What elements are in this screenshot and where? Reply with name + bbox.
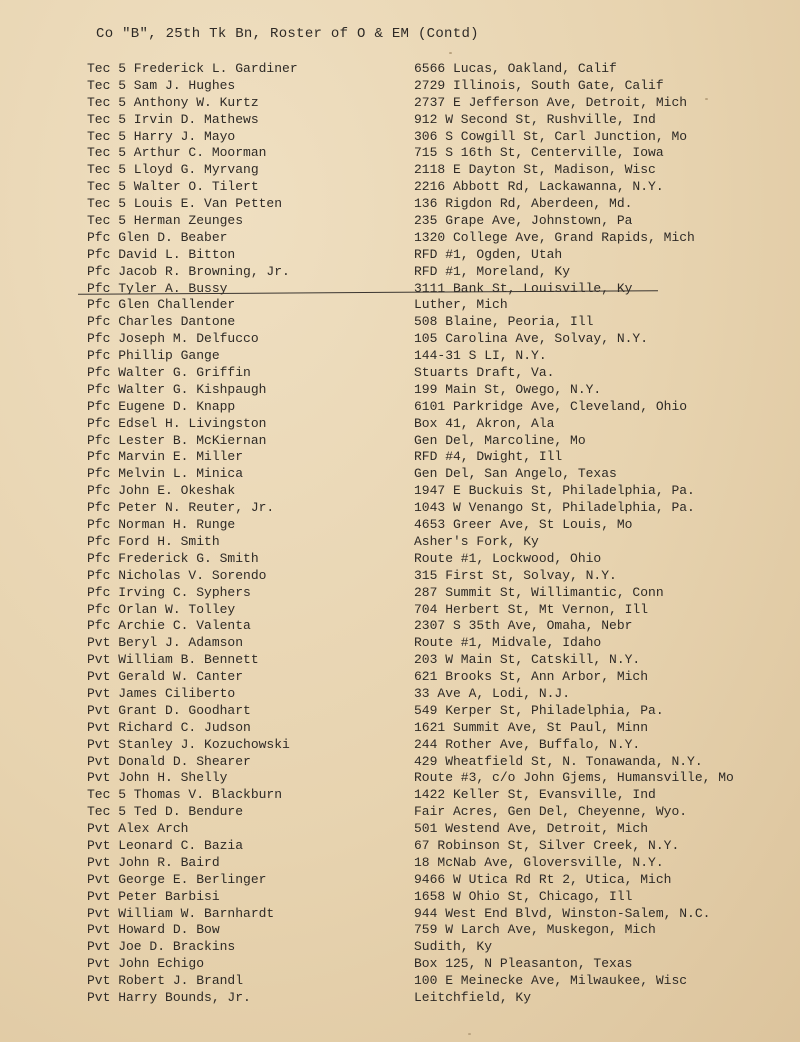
member-name: Pvt John Echigo <box>87 956 205 972</box>
roster-row <box>0 990 800 1007</box>
member-name: Pfc Peter N. Reuter, Jr. <box>87 500 275 516</box>
member-name: Pfc Lester B. McKiernan <box>87 432 267 448</box>
roster-row <box>0 889 800 906</box>
roster-row <box>0 939 800 956</box>
member-name: Pvt Joe D. Brackins <box>87 939 236 955</box>
member-name: Tec 5 Irvin D. Mathews <box>87 111 259 127</box>
roster-row <box>0 906 800 923</box>
member-name: Pfc Jacob R. Browning, Jr. <box>87 263 290 279</box>
roster-row <box>0 483 800 500</box>
member-address: 67 Robinson St, Silver Creek, N.Y. <box>414 837 680 853</box>
roster-row <box>0 281 800 298</box>
roster-row <box>0 534 800 551</box>
roster-row <box>0 855 800 872</box>
page-title: Co "B", 25th Tk Bn, Roster of O & EM (Contd) <box>96 26 479 42</box>
roster-row <box>0 466 800 483</box>
member-address: 1422 Keller St, Evansville, Ind <box>414 787 656 803</box>
roster-row <box>0 838 800 855</box>
member-name: Pfc Norman H. Runge <box>87 517 236 533</box>
member-address: 912 W Second St, Rushville, Ind <box>414 111 656 127</box>
member-address: 100 E Meinecke Ave, Milwaukee, Wisc <box>414 973 688 989</box>
roster-row <box>0 872 800 889</box>
member-name: Pfc Frederick G. Smith <box>87 550 259 566</box>
member-address: Fair Acres, Gen Del, Cheyenne, Wyo. <box>414 804 688 820</box>
member-address: Route #3, c/o John Gjems, Humansville, Mo <box>414 770 734 786</box>
roster-row <box>0 568 800 585</box>
member-name: Pvt John R. Baird <box>87 854 220 870</box>
member-address: Asher's Fork, Ky <box>414 533 539 549</box>
member-name: Pfc Tyler A. Bussy <box>87 280 228 296</box>
member-name: Pvt Gerald W. Canter <box>87 669 244 685</box>
member-name: Pfc Orlan W. Tolley <box>87 601 236 617</box>
member-name: Pvt William W. Barnhardt <box>87 905 275 921</box>
roster-row <box>0 365 800 382</box>
member-address: 315 First St, Solvay, N.Y. <box>414 567 617 583</box>
member-name: Pfc John E. Okeshak <box>87 483 236 499</box>
member-address: 715 S 16th St, Centerville, Iowa <box>414 145 664 161</box>
roster-row <box>0 331 800 348</box>
member-address: 6566 Lucas, Oakland, Calif <box>414 61 617 76</box>
member-address: 199 Main St, Owego, N.Y. <box>414 381 602 397</box>
member-name: Tec 5 Sam J. Hughes <box>87 77 236 93</box>
roster-row <box>0 551 800 568</box>
member-name: Pvt Robert J. Brandl <box>87 973 244 989</box>
member-name: Pvt Richard C. Judson <box>87 719 251 735</box>
member-address: 1621 Summit Ave, St Paul, Minn <box>414 719 649 735</box>
roster-row <box>0 973 800 990</box>
roster-row <box>0 399 800 416</box>
member-address: 944 West End Blvd, Winston-Salem, N.C. <box>414 905 711 921</box>
member-name: Pfc Phillip Gange <box>87 348 220 364</box>
roster-row <box>0 264 800 281</box>
roster-row <box>0 754 800 771</box>
roster-row <box>0 720 800 737</box>
member-address: 2737 E Jefferson Ave, Detroit, Mich <box>414 94 688 110</box>
member-name: Pfc Walter G. Kishpaugh <box>87 381 267 397</box>
member-name: Tec 5 Lloyd G. Myrvang <box>87 162 259 178</box>
member-address: 1947 E Buckuis St, Philadelphia, Pa. <box>414 483 695 499</box>
member-name: Pfc David L. Bitton <box>87 246 236 262</box>
member-name: Tec 5 Arthur C. Moorman <box>87 145 267 161</box>
member-name: Pvt Howard D. Bow <box>87 922 220 938</box>
member-name: Pvt James Ciliberto <box>87 685 236 701</box>
roster-row <box>0 956 800 973</box>
roster-row <box>0 517 800 534</box>
member-name: Pvt John H. Shelly <box>87 770 228 786</box>
member-name: Pfc Glen D. Beaber <box>87 229 228 245</box>
roster-row <box>0 162 800 179</box>
member-address: 235 Grape Ave, Johnstown, Pa <box>414 213 633 229</box>
member-address: 704 Herbert St, Mt Vernon, Ill <box>414 601 649 617</box>
member-name: Tec 5 Louis E. Van Petten <box>87 196 283 212</box>
paper-speck <box>449 52 452 54</box>
roster-row <box>0 297 800 314</box>
member-address: 4653 Greer Ave, St Louis, Mo <box>414 517 633 533</box>
member-address: Box 41, Akron, Ala <box>414 415 555 431</box>
member-address: Gen Del, Marcoline, Mo <box>414 432 586 448</box>
member-address: Route #1, Lockwood, Ohio <box>414 550 602 566</box>
roster-row <box>0 787 800 804</box>
member-address: Route #1, Midvale, Idaho <box>414 635 602 651</box>
roster-row <box>0 433 800 450</box>
roster-row <box>0 652 800 669</box>
member-name: Pfc Charles Dantone <box>87 314 236 330</box>
roster-row <box>0 314 800 331</box>
roster-row <box>0 618 800 635</box>
member-address: RFD #1, Ogden, Utah <box>414 246 563 262</box>
member-address: 287 Summit St, Willimantic, Conn <box>414 584 664 600</box>
member-address: 759 W Larch Ave, Muskegon, Mich <box>414 922 656 938</box>
member-address: 306 S Cowgill St, Carl Junction, Mo <box>414 128 688 144</box>
member-name: Tec 5 Herman Zeunges <box>87 213 244 229</box>
member-name: Pvt Grant D. Goodhart <box>87 702 251 718</box>
member-address: Leitchfield, Ky <box>414 989 532 1005</box>
member-address: 3111 Bank St, Louisville, Ky <box>414 280 633 296</box>
member-address: 1320 College Ave, Grand Rapids, Mich <box>414 229 695 245</box>
roster-row <box>0 449 800 466</box>
member-name: Pvt Peter Barbisi <box>87 888 220 904</box>
paper-speck <box>468 1033 471 1035</box>
member-address: 33 Ave A, Lodi, N.J. <box>414 685 571 701</box>
member-address: 2118 E Dayton St, Madison, Wisc <box>414 162 656 178</box>
member-name: Pfc Joseph M. Delfucco <box>87 331 259 347</box>
roster-row <box>0 770 800 787</box>
member-name: Pvt William B. Bennett <box>87 652 259 668</box>
member-name: Pfc Melvin L. Minica <box>87 466 244 482</box>
member-name: Pfc Nicholas V. Sorendo <box>87 567 267 583</box>
member-address: 508 Blaine, Peoria, Ill <box>414 314 594 330</box>
roster-row <box>0 112 800 129</box>
roster-row <box>0 348 800 365</box>
member-name: Pvt Donald D. Shearer <box>87 753 251 769</box>
member-address: RFD #4, Dwight, Ill <box>414 449 563 465</box>
roster-row <box>0 230 800 247</box>
member-address: 621 Brooks St, Ann Arbor, Mich <box>414 669 649 685</box>
roster-row <box>0 804 800 821</box>
member-address: 2729 Illinois, South Gate, Calif <box>414 77 664 93</box>
member-address: 244 Rother Ave, Buffalo, N.Y. <box>414 736 641 752</box>
roster-row <box>0 635 800 652</box>
member-name: Pvt Stanley J. Kozuchowski <box>87 736 290 752</box>
member-address: Sudith, Ky <box>414 939 493 955</box>
member-address: 2216 Abbott Rd, Lackawanna, N.Y. <box>414 179 664 195</box>
roster-row <box>0 145 800 162</box>
member-name: Pfc Ford H. Smith <box>87 533 220 549</box>
member-address: 105 Carolina Ave, Solvay, N.Y. <box>414 331 649 347</box>
member-address: 136 Rigdon Rd, Aberdeen, Md. <box>414 196 633 212</box>
member-name: Pfc Walter G. Griffin <box>87 365 251 381</box>
roster-row <box>0 247 800 264</box>
member-name: Pfc Eugene D. Knapp <box>87 398 236 414</box>
member-address: 9466 W Utica Rd Rt 2, Utica, Mich <box>414 871 672 887</box>
roster-row <box>0 95 800 112</box>
roster-row <box>0 196 800 213</box>
roster-row <box>0 500 800 517</box>
member-name: Tec 5 Frederick L. Gardiner <box>87 61 298 76</box>
roster-row <box>0 821 800 838</box>
member-name: Pfc Glen Challender <box>87 297 236 313</box>
roster-row <box>0 686 800 703</box>
member-address: 501 Westend Ave, Detroit, Mich <box>414 821 649 837</box>
member-address: 144-31 S LI, N.Y. <box>414 348 547 364</box>
roster-row <box>0 129 800 146</box>
roster-row <box>0 61 800 78</box>
roster-row <box>0 737 800 754</box>
roster-row <box>0 703 800 720</box>
member-name: Pfc Irving C. Syphers <box>87 584 251 600</box>
member-address: 549 Kerper St, Philadelphia, Pa. <box>414 702 664 718</box>
member-address: Gen Del, San Angelo, Texas <box>414 466 617 482</box>
member-address: 429 Wheatfield St, N. Tonawanda, N.Y. <box>414 753 703 769</box>
member-name: Pfc Edsel H. Livingston <box>87 415 267 431</box>
member-address: 203 W Main St, Catskill, N.Y. <box>414 652 641 668</box>
member-name: Pvt Alex Arch <box>87 821 189 837</box>
member-name: Pvt Harry Bounds, Jr. <box>87 989 251 1005</box>
member-address: 1043 W Venango St, Philadelphia, Pa. <box>414 500 695 516</box>
member-address: 6101 Parkridge Ave, Cleveland, Ohio <box>414 398 688 414</box>
member-address: Box 125, N Pleasanton, Texas <box>414 956 633 972</box>
member-address: 2307 S 35th Ave, Omaha, Nebr <box>414 618 633 634</box>
member-address: RFD #1, Moreland, Ky <box>414 263 571 279</box>
member-address: 18 McNab Ave, Gloversville, N.Y. <box>414 854 664 870</box>
roster-row <box>0 922 800 939</box>
roster-row <box>0 179 800 196</box>
roster-row <box>0 669 800 686</box>
member-name: Pvt Beryl J. Adamson <box>87 635 244 651</box>
roster-row <box>0 602 800 619</box>
member-name: Tec 5 Thomas V. Blackburn <box>87 787 283 803</box>
roster-row <box>0 213 800 230</box>
member-name: Tec 5 Ted D. Bendure <box>87 804 244 820</box>
roster-row <box>0 416 800 433</box>
member-name: Tec 5 Walter O. Tilert <box>87 179 259 195</box>
roster-row <box>0 78 800 95</box>
member-name: Pfc Marvin E. Miller <box>87 449 244 465</box>
roster-row <box>0 585 800 602</box>
member-name: Pfc Archie C. Valenta <box>87 618 251 634</box>
member-address: Stuarts Draft, Va. <box>414 365 555 381</box>
member-name: Tec 5 Harry J. Mayo <box>87 128 236 144</box>
member-name: Pvt Leonard C. Bazia <box>87 837 244 853</box>
member-address: Luther, Mich <box>414 297 508 313</box>
paper-speck <box>705 98 708 100</box>
roster-row <box>0 382 800 399</box>
member-name: Tec 5 Anthony W. Kurtz <box>87 94 259 110</box>
member-address: 1658 W Ohio St, Chicago, Ill <box>414 888 633 904</box>
roster-list <box>0 61 800 1007</box>
member-name: Pvt George E. Berlinger <box>87 871 267 887</box>
